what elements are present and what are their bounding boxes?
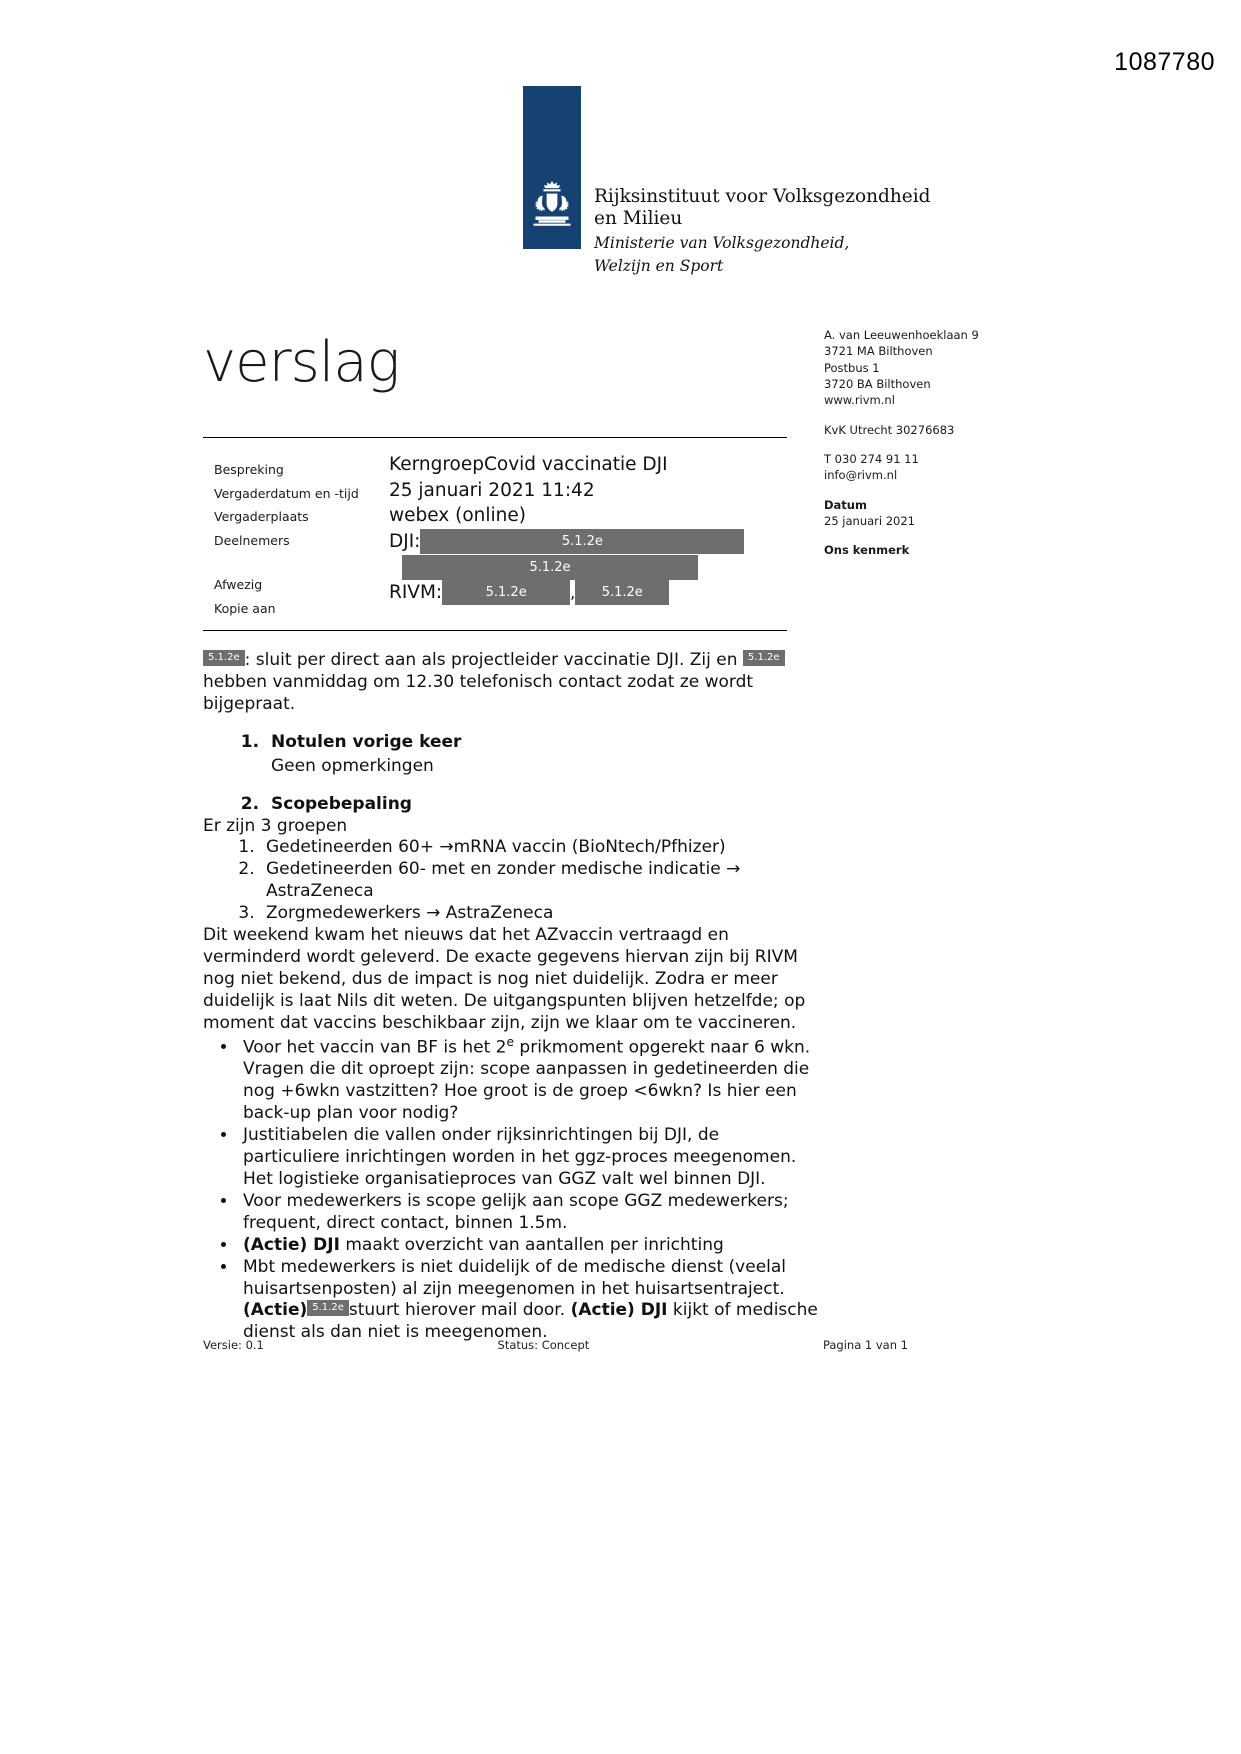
scope-intro: Er zijn 3 groepen <box>203 815 348 836</box>
redaction-box-intro-2: 5.1.2e <box>743 650 785 666</box>
dji-label: DJI: <box>389 530 421 552</box>
intro-text-2: hebben vanmiddag om 12.30 telefonisch contact zodat ze wordt <box>203 671 754 692</box>
section-item-notulen <box>265 732 818 778</box>
meta-labels-column <box>214 458 384 552</box>
label-kopie-aan: Kopie aan <box>214 600 276 616</box>
address-line-2: 3721 MA Bilthoven <box>824 344 933 359</box>
redaction-box-rivm-2: 5.1.2e <box>575 580 669 605</box>
address-line-3: Postbus 1 <box>824 360 880 375</box>
datum-block <box>824 497 1124 530</box>
section-item-scopebepaling <box>265 794 818 816</box>
label-vergaderdatum: Vergaderdatum en -tijd <box>214 485 359 501</box>
redaction-box-dji-2: 5.1.2e <box>402 555 698 580</box>
scope-item-1: 1. Gedetineerden 60+ →mRNA vaccin (BioNtech/Pfhizer) <box>260 837 818 859</box>
logo-institute-line1: Rijksinstituut voor Volksgezondheid <box>594 186 931 207</box>
redaction-box-intro-1: 5.1.2e <box>203 650 245 666</box>
kvk-block <box>824 422 1124 438</box>
sidebar-contact-info <box>824 327 1124 572</box>
datum-label: Datum <box>824 497 867 512</box>
page-footer <box>203 1338 908 1352</box>
deelnemers-dji-row <box>389 529 744 555</box>
label-afwezig: Afwezig <box>214 577 263 592</box>
website-url: www.rivm.nl <box>824 393 895 408</box>
intro-text-1: : sluit per direct aan als projectleider vaccinatie DJI. Zij en <box>244 650 738 670</box>
redaction-box-rivm-1: 5.1.2e <box>442 580 570 605</box>
deelnemers-rivm-row <box>389 580 744 606</box>
label-bespreking: Bespreking <box>214 462 284 477</box>
divider-bottom <box>203 630 787 631</box>
bullet-5-text-a: Mbt medewerkers is niet duidelijk of de medische dienst (veelal huisartsenposten) al zijn meegenomen in het huisartsentraject. <box>243 1256 787 1299</box>
scope-paragraph: Dit weekend kwam het nieuws dat het AZvaccin vertraagd en verminderd wordt geleverd. De exacte gegevens hiervan zijn bij RIVM nog niet bekend, dus de impact is nog niet duidelijk. Zodra er meer duidelijk is laat Nils dit weten. De uitgangspunten blijven hetzelfde; op moment dat vaccins beschikbaar zijn, zijn we klaar om te vaccineren. <box>203 925 806 1033</box>
logo-ministry-line1: Ministerie van Volksgezondheid, <box>594 233 850 252</box>
contact-block <box>824 451 1124 484</box>
document-body <box>203 650 818 1344</box>
address-block <box>824 327 1124 409</box>
kvk-number: KvK Utrecht 30276683 <box>824 422 955 437</box>
rivm-label: RIVM: <box>389 582 443 604</box>
kenmerk-label: Ons kenmerk <box>824 543 910 558</box>
bullet-item-5 <box>238 1257 818 1345</box>
logo-institute-line2: en Milieu <box>594 207 683 229</box>
footer-version: Versie: 0.1 <box>203 1338 264 1352</box>
datum-value: 25 januari 2021 <box>824 513 916 528</box>
bullet-1-text-a: Voor het vaccin van BF is het 2 <box>243 1037 507 1058</box>
section-spacer <box>203 778 818 794</box>
footer-page-number: Pagina 1 van 1 <box>822 1338 908 1352</box>
value-bespreking: KerngroepCovid vaccinatie DJI <box>389 454 668 475</box>
scope-item-3: 3. Zorgmedewerkers → AstraZeneca <box>260 903 818 925</box>
section-heading-notulen: Notulen vorige keer <box>271 731 462 752</box>
rivm-separator: , <box>570 582 576 602</box>
redaction-box-bullet-5: 5.1.2e <box>307 1300 349 1316</box>
logo-blue-bar <box>523 86 581 249</box>
bullet-4-text: maakt overzicht van aantallen per inrichting <box>339 1234 724 1255</box>
value-vergaderplaats: webex (online) <box>389 505 527 527</box>
redaction-box-dji-1: 5.1.2e <box>420 529 744 554</box>
bullet-4-actie-label: (Actie) DJI <box>243 1234 340 1255</box>
intro-paragraph <box>203 650 818 716</box>
page-title: verslag <box>203 330 400 395</box>
section-list-2 <box>203 794 818 816</box>
deelnemers-dji-row-2 <box>402 554 744 580</box>
address-line-4: 3720 BA Bilthoven <box>824 376 931 391</box>
scope-bullets-list <box>203 1035 818 1345</box>
scope-items-list <box>203 837 818 925</box>
section-list-1 <box>203 732 818 778</box>
rivm-logo <box>523 86 930 277</box>
label-deelnemers: Deelnemers <box>214 532 290 548</box>
address-line-1: A. van Leeuwenhoeklaan 9 <box>824 328 979 342</box>
phone-number: T 030 274 91 11 <box>824 451 919 466</box>
logo-ministry-line2: Welzijn en Sport <box>594 257 724 276</box>
divider-top <box>203 437 787 438</box>
bullet-5-text-c: kijkt of medische dienst als dan niet is meegenomen. <box>243 1300 818 1343</box>
document-id: 1087780 <box>1114 48 1215 76</box>
bullet-item-4 <box>238 1235 818 1257</box>
netherlands-coat-of-arms-icon <box>529 179 575 235</box>
bullet-item-3: • Voor medewerkers is scope gelijk aan scope GGZ medewerkers; frequent, direct contact, binnen 1.5m. <box>238 1191 818 1235</box>
footer-status: Status: Concept <box>497 1338 590 1352</box>
section-heading-scopebepaling: Scopebepaling <box>271 793 412 814</box>
bullet-1-sup: e <box>506 1034 515 1049</box>
kenmerk-block <box>824 542 1124 558</box>
scope-item-2: 2. Gedetineerden 60- met en zonder medische indicatie → AstraZeneca <box>260 859 818 903</box>
section-sub-notulen: Geen opmerkingen <box>271 755 434 776</box>
logo-text-block <box>594 86 930 277</box>
bullet-5-actie-label-1: (Actie) <box>243 1300 308 1321</box>
email-address: info@rivm.nl <box>824 468 898 483</box>
meta-absent-block <box>214 573 276 620</box>
bullet-item-2: • Justitiabelen die vallen onder rijksinrichtingen bij DJI, de particuliere inrichtingen worden in het ggz-proces meegenomen. Het logistieke organisatieproces van GGZ valt wel binnen DJI. <box>238 1125 818 1191</box>
bullet-5-text-b: stuurt hierover mail door. <box>348 1300 571 1321</box>
bullet-5-actie-label-2: (Actie) DJI <box>570 1300 668 1321</box>
bullet-1-text-b: prikmoment opgerekt naar 6 wkn. Vragen die dit oproept zijn: scope aanpassen in gedetineerden die nog +6wkn vastzitten? Hoe groot is de groep <6wkn? Is hier een back-up plan voor nodig? <box>243 1037 811 1124</box>
intro-text-3: bijgepraat. <box>203 693 296 714</box>
bullet-item-1 <box>238 1035 818 1125</box>
value-vergaderdatum: 25 januari 2021 11:42 <box>389 479 595 501</box>
label-vergaderplaats: Vergaderplaats <box>214 509 309 524</box>
meta-values-column <box>389 452 744 606</box>
